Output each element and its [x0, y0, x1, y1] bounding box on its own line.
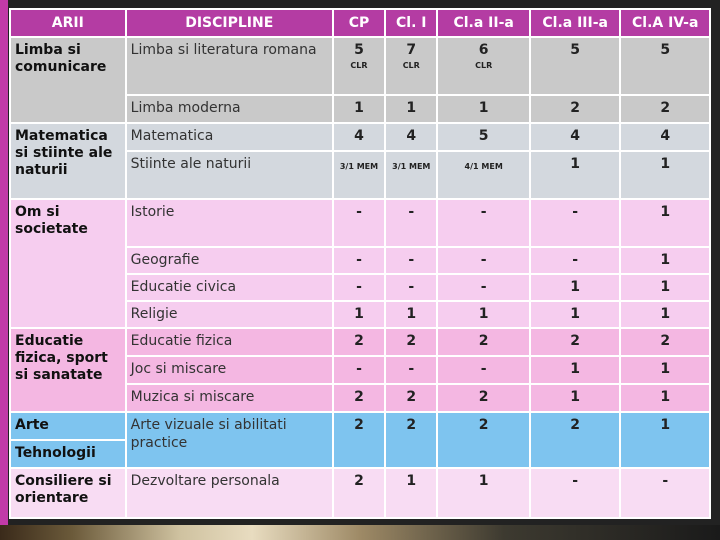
hours-cell: - — [386, 248, 436, 273]
area-cell: Om si societate — [11, 200, 125, 327]
hours-cell: - — [531, 248, 620, 273]
hours-cell: - — [386, 200, 436, 246]
hours-cell: 1 — [438, 96, 529, 122]
hours-cell: 4 — [531, 124, 620, 150]
hours-cell: 4 — [386, 124, 436, 150]
header-arii: ARII — [11, 10, 125, 36]
hours-cell: - — [438, 275, 529, 300]
hours-cell: - — [334, 248, 384, 273]
hours-cell: - — [531, 200, 620, 246]
hours-cell: 1 — [621, 200, 709, 246]
hours-cell: 1 — [621, 302, 709, 327]
discipline-cell: Limba si literatura romana — [127, 38, 332, 94]
table-row — [11, 200, 709, 246]
area-cell: Tehnologii — [11, 441, 125, 467]
hours-cell: 2 — [334, 469, 384, 517]
hours-cell: 2 — [438, 385, 529, 411]
discipline-cell: Muzica si miscare — [127, 385, 332, 411]
hours-note: 3/1 MEM — [392, 162, 431, 171]
hours-cell: - — [621, 469, 709, 517]
discipline-cell: Dezvoltare personala — [127, 469, 332, 517]
hours-cell: - — [386, 275, 436, 300]
table-row — [11, 124, 709, 150]
area-cell: Limba si comunicare — [11, 38, 125, 122]
hours-cell: 2 — [334, 385, 384, 411]
hours-cell — [438, 152, 529, 198]
area-cell: Arte — [11, 413, 125, 439]
discipline-cell: Arte vizuale si abilitati practice — [127, 413, 332, 467]
header-cl-2: Cl.a II-a — [438, 10, 529, 36]
hours-cell: 1 — [531, 385, 620, 411]
hours-note: CLR — [402, 61, 420, 70]
hours-cell: 1 — [386, 302, 436, 327]
header-cl-4: Cl.A IV-a — [621, 10, 709, 36]
accent-bar — [0, 0, 8, 530]
hours-cell: 2 — [386, 385, 436, 411]
hours-cell: 1 — [621, 152, 709, 198]
header-discipline: DISCIPLINE — [127, 10, 332, 36]
hours-cell — [386, 38, 436, 94]
hours-cell: 1 — [621, 413, 709, 467]
hours-cell: 1 — [621, 357, 709, 383]
hours-cell: 2 — [621, 329, 709, 355]
hours-cell: - — [531, 469, 620, 517]
curriculum-table — [9, 8, 711, 519]
hours-cell — [334, 38, 384, 94]
hours-cell: 2 — [621, 96, 709, 122]
table-row — [11, 38, 709, 94]
hours-note: CLR — [475, 61, 493, 70]
discipline-cell: Stiinte ale naturii — [127, 152, 332, 198]
header-row — [11, 10, 709, 36]
header-cl-1: Cl. I — [386, 10, 436, 36]
hours-cell: - — [386, 357, 436, 383]
hours-cell: 1 — [438, 469, 529, 517]
hours-cell: - — [334, 275, 384, 300]
hours-cell — [438, 38, 529, 94]
discipline-cell: Limba moderna — [127, 96, 332, 122]
hours-value: 5 — [354, 42, 364, 58]
table-row — [11, 329, 709, 355]
hours-cell: 2 — [438, 329, 529, 355]
table-row — [11, 469, 709, 517]
hours-cell: 1 — [386, 469, 436, 517]
hours-cell: - — [438, 357, 529, 383]
hours-cell: 2 — [438, 413, 529, 467]
hours-cell: 2 — [531, 329, 620, 355]
hours-cell: 1 — [386, 96, 436, 122]
hours-cell: 1 — [334, 302, 384, 327]
hours-cell: 4 — [621, 124, 709, 150]
hours-cell: 1 — [438, 302, 529, 327]
discipline-cell: Educatie civica — [127, 275, 332, 300]
discipline-cell: Istorie — [127, 200, 332, 246]
hours-cell: 5 — [621, 38, 709, 94]
area-cell: Matematica si stiinte ale naturii — [11, 124, 125, 198]
hours-cell: 5 — [438, 124, 529, 150]
discipline-cell: Geografie — [127, 248, 332, 273]
hours-cell: 1 — [621, 385, 709, 411]
hours-cell: 1 — [531, 275, 620, 300]
hours-note: CLR — [350, 61, 368, 70]
discipline-cell: Religie — [127, 302, 332, 327]
header-cp: CP — [334, 10, 384, 36]
hours-cell: 2 — [531, 413, 620, 467]
hours-value: 7 — [406, 42, 417, 58]
hours-cell: 1 — [531, 152, 620, 198]
hours-cell: 1 — [621, 248, 709, 273]
hours-cell: 1 — [531, 302, 620, 327]
hours-cell: 2 — [334, 413, 384, 467]
table-row — [11, 413, 709, 439]
hours-cell: 2 — [334, 329, 384, 355]
hours-cell: 2 — [386, 413, 436, 467]
hours-note: 3/1 MEM — [339, 162, 379, 171]
discipline-cell: Matematica — [127, 124, 332, 150]
decorative-footer-image — [0, 525, 720, 540]
area-cell: Consiliere si orientare — [11, 469, 125, 517]
hours-cell: - — [438, 248, 529, 273]
hours-cell: - — [334, 357, 384, 383]
discipline-cell: Educatie fizica — [127, 329, 332, 355]
header-cl-3: Cl.a III-a — [531, 10, 620, 36]
hours-value: 6 — [478, 42, 489, 58]
hours-cell: 1 — [334, 96, 384, 122]
area-cell: Educatie fizica, sport si sanatate — [11, 329, 125, 411]
hours-cell — [386, 152, 436, 198]
hours-cell: 1 — [531, 357, 620, 383]
hours-cell: - — [438, 200, 529, 246]
hours-cell: 4 — [334, 124, 384, 150]
hours-cell: - — [334, 200, 384, 246]
hours-cell: 2 — [531, 96, 620, 122]
hours-cell: 2 — [386, 329, 436, 355]
curriculum-table-wrapper — [9, 8, 711, 518]
hours-note: 4/1 MEM — [464, 162, 503, 171]
hours-cell — [334, 152, 384, 198]
hours-cell: 1 — [621, 275, 709, 300]
discipline-cell: Joc si miscare — [127, 357, 332, 383]
hours-cell: 5 — [531, 38, 620, 94]
